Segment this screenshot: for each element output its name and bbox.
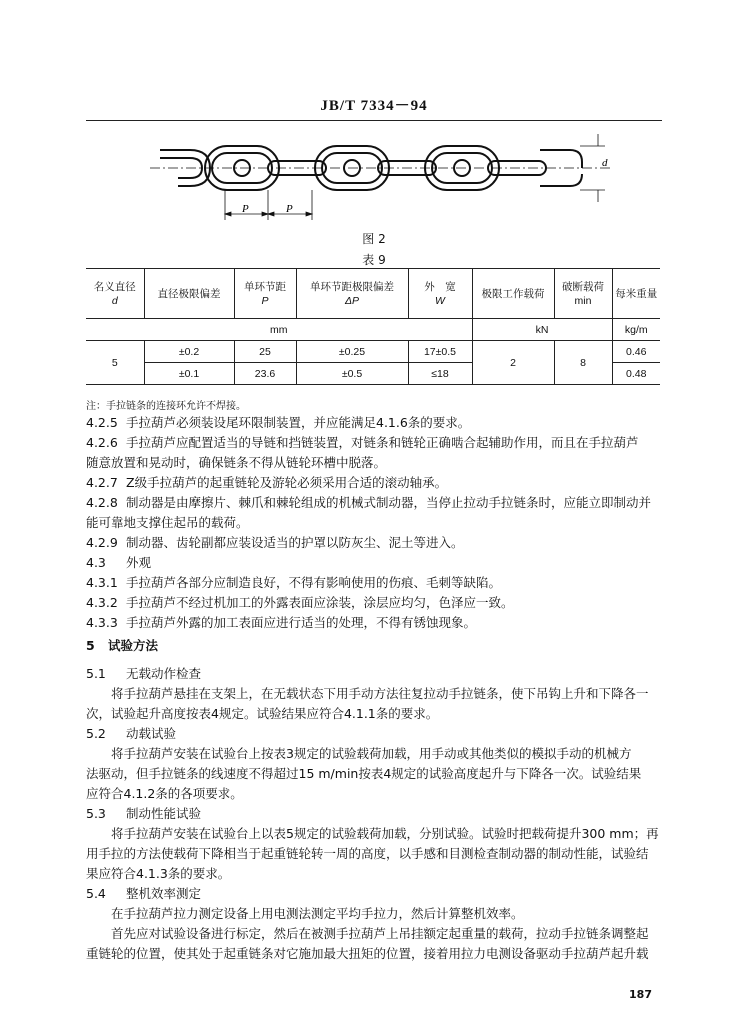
- clauses-block: [86, 413, 666, 633]
- page-number: 187: [629, 988, 652, 1001]
- paragraph-line: 用手拉的方法使载荷下降相当于起重链轮转一周的高度，以手感和目测检查制动器的制动性能，试验结: [86, 846, 649, 861]
- th-nominal-diameter: 名义直径 d: [86, 269, 144, 319]
- paragraph-line: 将手拉葫芦安装在试验台上以表5规定的试验载荷加载，分别试验。试验时把载荷提升300 mm；再: [111, 826, 659, 841]
- th-working-load: 极限工作载荷: [472, 269, 554, 319]
- paragraph-line: 重链轮的位置，使其处于起重链条对它施加最大扭矩的位置，接着用拉力电测设备驱动手拉葫芦起升载: [86, 946, 649, 961]
- figure-caption: 图 2: [362, 232, 386, 246]
- table-note: 注：手拉链条的连接环允许不焊接。: [86, 401, 246, 412]
- paragraph-line: 在手拉葫芦拉力测定设备上用电测法测定平均手拉力，然后计算整机效率。: [111, 906, 524, 921]
- clause-heading: 4.3 外观: [86, 555, 152, 570]
- chain-figure: [150, 128, 610, 233]
- clause-continuation: 能可靠地支撑住起吊的载荷。: [86, 515, 249, 530]
- cell-dev-1: ±0.2: [144, 341, 234, 363]
- spec-table: [86, 268, 660, 385]
- dim-label-d: d: [602, 157, 608, 169]
- unit-kgm: kg/m: [612, 319, 660, 341]
- dim-label-p2: P: [286, 203, 293, 215]
- cell-pitch-dev-1: ±0.25: [296, 341, 408, 363]
- clause: 4.2.6 手拉葫芦应配置适当的导链和挡链装置，对链条和链轮正确啮合起辅助作用，而且在手拉葫芦: [86, 435, 639, 450]
- table-title: 表 9: [362, 253, 386, 267]
- th-breaking-load: 破断载荷 min: [554, 269, 612, 319]
- clause: 4.3.2 手拉葫芦不经过机加工的外露表面应涂装，涂层应均匀，色泽应一致。: [86, 595, 514, 610]
- subsection-heading: 5.1 无载动作检查: [86, 666, 202, 681]
- paragraph-line: 应符合4.1.2条的各项要求。: [86, 786, 243, 801]
- cell-nominal-d: 5: [86, 341, 144, 385]
- cell-dev-2: ±0.1: [144, 363, 234, 385]
- clause: 4.2.7 Z级手拉葫芦的起重链轮及游轮必须采用合适的滚动轴承。: [86, 475, 448, 490]
- page-header: JB/T 7334－94: [320, 98, 428, 114]
- cell-pitch-dev-2: ±0.5: [296, 363, 408, 385]
- cell-weight-1: 0.46: [612, 341, 660, 363]
- paragraph-line: 首先应对试验设备进行标定，然后在被测手拉葫芦上吊挂额定起重量的载荷，拉动手拉链条调整起: [111, 926, 649, 941]
- th-pitch-deviation: 单环节距极限偏差 ΔP: [296, 269, 408, 319]
- th-diameter-deviation: 直径极限偏差: [144, 269, 234, 319]
- paragraph-line: 将手拉葫芦悬挂在支架上，在无载状态下用手动方法往复拉动手拉链条，使下吊钩上升和下降各一: [111, 686, 649, 701]
- unit-mm: mm: [86, 319, 472, 341]
- cell-weight-2: 0.48: [612, 363, 660, 385]
- clause: 4.3.3 手拉葫芦外露的加工表面应进行适当的处理，不得有锈蚀现象。: [86, 615, 477, 630]
- header-rule: [86, 120, 662, 121]
- cell-breaking-load: 8: [554, 341, 612, 385]
- unit-kn: kN: [472, 319, 612, 341]
- subsection-heading: 5.2 动载试验: [86, 726, 177, 741]
- paragraph-line: 果应符合4.1.3条的要求。: [86, 866, 231, 881]
- clause: 4.2.9 制动器、齿轮副都应装设适当的护罩以防灰尘、泥土等进入。: [86, 535, 464, 550]
- paragraph-line: 将手拉葫芦安装在试验台上按表3规定的试验载荷加载，用手动或其他类似的模拟手动的机械方: [111, 746, 632, 761]
- clause-continuation: 随意放置和晃动时，确保链条不得从链轮环槽中脱落。: [86, 455, 387, 470]
- section-5-body: [86, 664, 666, 964]
- th-weight: 每米重量: [612, 269, 660, 319]
- cell-pitch-1: 25: [234, 341, 296, 363]
- clause: 4.2.8 制动器是由摩擦片、棘爪和棘轮组成的机械式制动器，当停止拉动手拉链条时，应能立即制动并: [86, 495, 652, 510]
- paragraph-line: 法驱动，但手拉链条的线速度不得超过15 m/min按表4规定的试验高度起升与下降各一次。试验结果: [86, 766, 642, 781]
- cell-working-load: 2: [472, 341, 554, 385]
- th-pitch: 单环节距 P: [234, 269, 296, 319]
- th-width: 外 宽 W: [408, 269, 472, 319]
- cell-width-1: 17±0.5: [408, 341, 472, 363]
- clause: 4.3.1 手拉葫芦各部分应制造良好，不得有影响使用的伤痕、毛刺等缺陷。: [86, 575, 502, 590]
- cell-width-2: ≤18: [408, 363, 472, 385]
- section-5-heading: 5 试验方法: [86, 638, 159, 653]
- cell-pitch-2: 23.6: [234, 363, 296, 385]
- paragraph-line: 次，试验起升高度按表4规定。试验结果应符合4.1.1条的要求。: [86, 706, 439, 721]
- subsection-heading: 5.3 制动性能试验: [86, 806, 202, 821]
- clause: 4.2.5 手拉葫芦必须装设尾环限制装置，并应能满足4.1.6条的要求。: [86, 415, 471, 430]
- dim-label-p1: P: [242, 203, 249, 215]
- subsection-heading: 5.4 整机效率测定: [86, 886, 202, 901]
